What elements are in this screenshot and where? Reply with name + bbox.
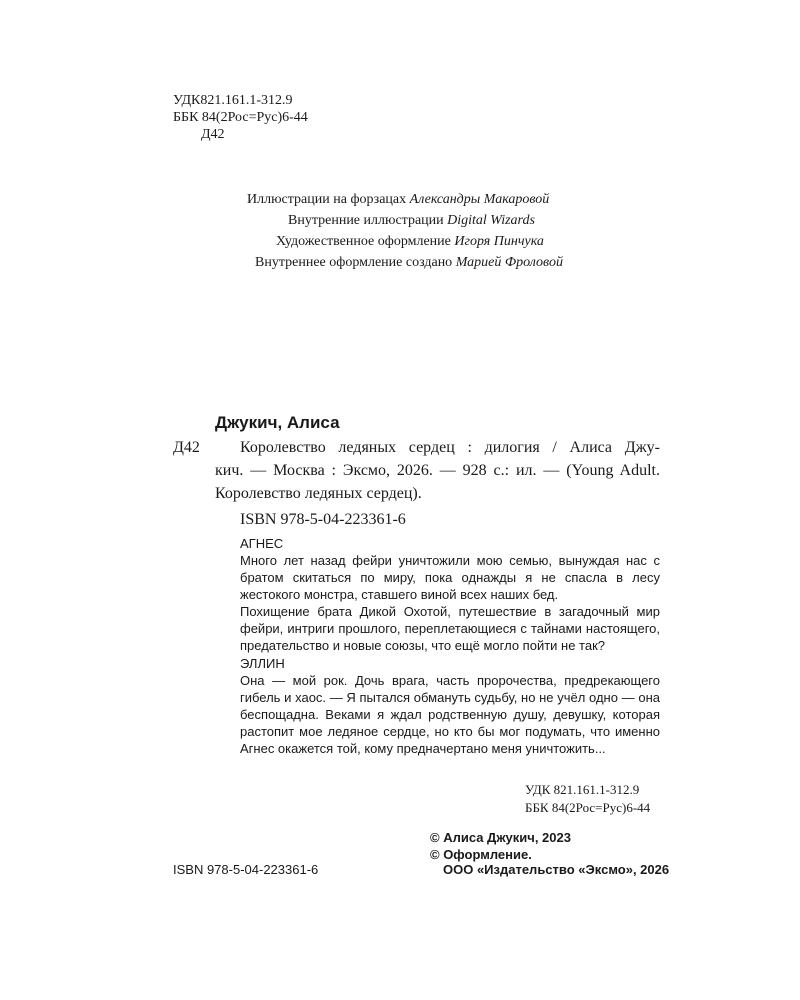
bib-line-2: кич. — Москва : Эксмо, 2026. — 928 с.: ил. — (Young Adult. (215, 462, 660, 479)
bib-line-3: Королевство ледяных сердец). (215, 485, 422, 502)
small-udk-code: УДК 821.161.1-312.9 (525, 782, 640, 797)
annotation-heading-ellin: ЭЛЛИН (240, 656, 285, 671)
bib-line-1: Королевство ледяных сердец : дилогия / Алиса Джу- (240, 439, 660, 456)
small-bbk-code: ББК 84(2Рос=Рус)6-44 (525, 800, 651, 815)
bib-isbn: ISBN 978-5-04-223361-6 (240, 511, 406, 528)
annotation-paragraph: Похищение брата Дикой Охотой, путешествие в загадочный мир фейри, интриги прошлого, переплетающиеся с тайнами настоящего, предательство и новые союзы, что ещё могло пойти не так? (240, 604, 660, 653)
credit-line-internal-illustrations (288, 210, 535, 231)
credit-name: Игоря Пинчука (454, 234, 544, 249)
bbk-code: ББК 84(2Рос=Рус)6-44 (173, 110, 308, 125)
credit-name: Александры Макаровой (409, 192, 550, 207)
author-mark: Д42 (201, 127, 225, 142)
credit-name: Марией Фроловой (455, 255, 563, 270)
author-heading: Джукич, Алиса (215, 413, 340, 432)
credit-role: Художественное оформление (276, 234, 451, 249)
annotation-paragraph: Она — мой рок. Дочь врага, часть пророчества, предрекающего гибель и хаос. — Я пытался обмануть судьбу, но не учёл одно — она беспощадна. Веками я ждал родственную душу, девушку, которая растопит мое ледяное сердце, но кто бы мог подумать, что именно Агнес окажется той, кому предначертано меня уничтожить... (240, 673, 660, 756)
credit-line-layout (255, 252, 563, 273)
credit-role: Внутреннее оформление создано (255, 255, 453, 270)
udk-code: УДК821.161.1-312.9 (173, 93, 293, 108)
footer-isbn: ISBN 978-5-04-223361-6 (173, 862, 319, 877)
credit-role: Иллюстрации на форзацах (247, 192, 407, 207)
credit-line-art-design (276, 231, 544, 252)
credit-role: Внутренние иллюстрации (288, 213, 444, 228)
credit-name: Digital Wizards (447, 213, 535, 228)
annotation (240, 535, 660, 654)
credit-line-endpapers (247, 189, 549, 210)
bib-mark: Д42 (173, 439, 200, 456)
copyright-author: © Алиса Джукич, 2023 (430, 830, 571, 845)
copyright-design: © Оформление. (430, 847, 532, 862)
publisher-line: ООО «Издательство «Эксмо», 2026 (443, 862, 670, 877)
annotation-paragraph: Много лет назад фейри уничтожили мою семью, вынуждая нас с братом скитаться по миру, пока однажды я не спасла в лесу жестокого монстра, ставшего виной всех наших бед. (240, 553, 660, 602)
annotation-ellin (240, 655, 660, 757)
annotation-heading-agnes: АГНЕС (240, 536, 284, 551)
